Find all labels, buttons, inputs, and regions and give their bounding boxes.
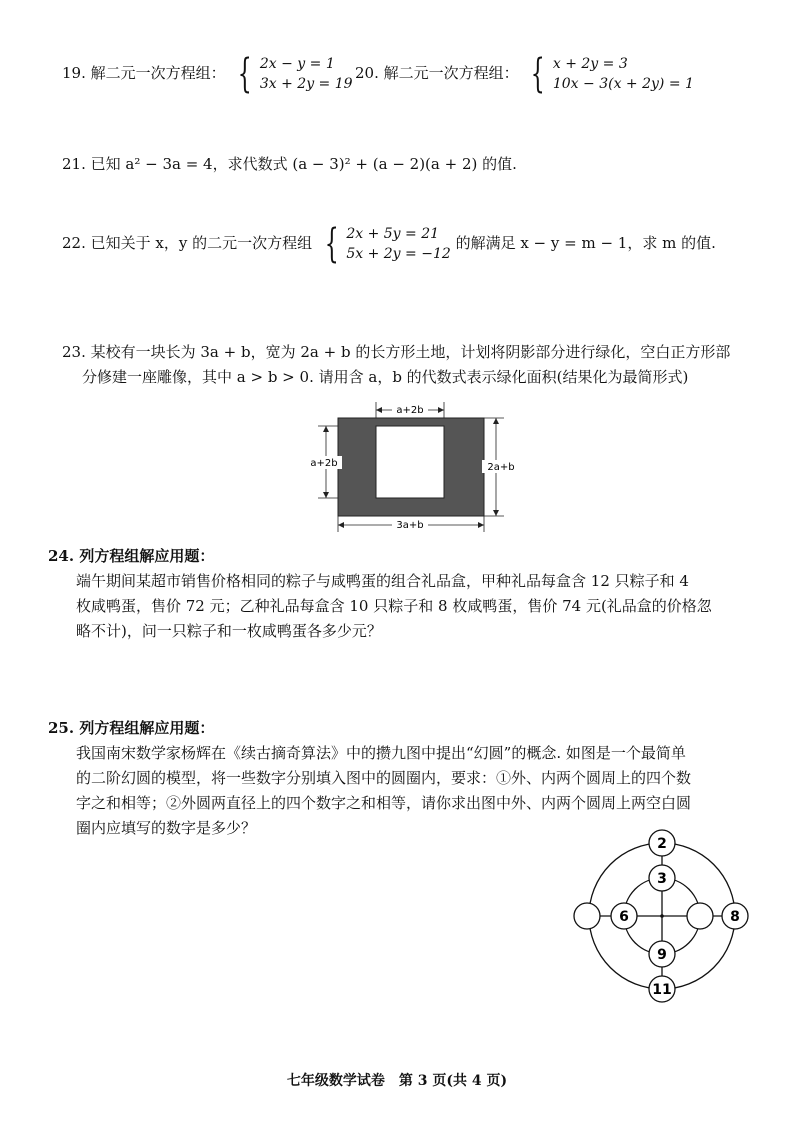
q19-equation-2: 3x + 2y = 19 — [259, 76, 353, 92]
number-circle-inner-right-blank[interactable] — [687, 903, 713, 929]
question-19-label: 19. 解二元一次方程组： — [62, 64, 226, 82]
svg-text:9: 9 — [657, 947, 667, 963]
question-23-line-2: 分修建一座雕像，其中 a > b > 0. 请用含 a，b 的代数式表示绿化面积(结果化为最简形式) — [82, 368, 689, 386]
svg-text:8: 8 — [730, 909, 740, 925]
question-19 — [62, 51, 353, 97]
magic-circle-figure — [566, 828, 766, 1008]
q22-equation-1: 2x + 5y = 21 — [346, 226, 440, 242]
svg-text:3: 3 — [657, 871, 667, 887]
equation-system-22 — [317, 221, 451, 267]
q20-equation-1: x + 2y = 3 — [552, 56, 628, 72]
question-25-title: 25. 列方程组解应用题： — [48, 719, 215, 737]
right-dimension-label: 2a+b — [487, 462, 515, 473]
question-21 — [62, 150, 517, 178]
brace-icon: { — [238, 51, 253, 97]
question-24-line: 枚咸鸭蛋，售价 72 元；乙种礼品每盒含 10 只粽子和 8 枚咸鸭蛋，售价 74 元(礼品盒的价格忽 — [76, 597, 712, 615]
question-23-line-1: 23. 某校有一块长为 3a + b，宽为 2a + b 的长方形土地，计划将阴影部分进行绿化，空白正方形部 — [62, 343, 731, 361]
question-22-prefix: 22. 已知关于 x，y 的二元一次方程组 — [62, 234, 313, 252]
question-24-title: 24. 列方程组解应用题： — [48, 547, 215, 565]
question-23 — [62, 340, 762, 390]
bottom-dimension-label: 3a+b — [396, 520, 424, 531]
svg-text:11: 11 — [652, 982, 672, 998]
question-24-line: 端午期间某超市销售价格相同的粽子与咸鸭蛋的组合礼品盒，甲种礼品每盒含 12 只粽子和 4 — [76, 572, 689, 590]
number-circle-outer-left-blank[interactable] — [574, 903, 600, 929]
question-22 — [62, 221, 716, 267]
left-dimension-label: a+2b — [310, 458, 338, 469]
equation-system-19 — [230, 51, 353, 97]
svg-text:6: 6 — [619, 909, 629, 925]
equation-system-20 — [523, 51, 694, 97]
svg-text:2: 2 — [657, 836, 667, 852]
question-24 — [48, 544, 768, 644]
question-25 — [48, 716, 768, 841]
q22-equation-2: 5x + 2y = −12 — [346, 246, 451, 262]
question-25-line: 我国南宋数学家杨辉在《续古摘奇算法》中的攒九图中提出“幻圆”的概念. 如图是一个最简单 — [76, 744, 686, 762]
page-footer: 七年级数学试卷 第 3 页(共 4 页) — [286, 1073, 508, 1089]
number-circle-inner-bottom — [649, 941, 675, 967]
q20-equation-2: 10x − 3(x + 2y) = 1 — [552, 76, 694, 92]
question-25-line: 圈内应填写的数字是多少？ — [76, 819, 257, 837]
question-20 — [355, 51, 694, 97]
rectangle-figure — [300, 398, 540, 538]
number-circle-inner-left — [611, 903, 637, 929]
question-25-line: 的二阶幻圆的模型，将一些数字分别填入图中的圆圈内，要求：①外、内两个圆周上的四个数 — [76, 769, 692, 787]
q19-equation-1: 2x − y = 1 — [259, 56, 335, 72]
number-circle-outer-top — [649, 830, 675, 856]
number-circle-outer-bottom — [649, 976, 675, 1002]
question-22-suffix: 的解满足 x − y = m − 1，求 m 的值. — [455, 234, 716, 252]
number-circle-inner-top — [649, 865, 675, 891]
blank-square — [376, 426, 444, 498]
question-24-line: 略不计)，问一只粽子和一枚咸鸭蛋各多少元？ — [76, 622, 382, 640]
question-20-label: 20. 解二元一次方程组： — [355, 64, 519, 82]
top-dimension-label: a+2b — [396, 405, 424, 416]
number-circle-outer-right — [722, 903, 748, 929]
brace-icon: { — [324, 221, 339, 267]
question-21-text: 21. 已知 a² − 3a = 4，求代数式 (a − 3)² + (a − 2)(a + 2) 的值. — [62, 155, 517, 173]
brace-icon: { — [531, 51, 546, 97]
question-25-line: 字之和相等；②外圆两直径上的四个数字之和相等，请你求出图中外、内两个圆周上两空白圆 — [76, 794, 692, 812]
